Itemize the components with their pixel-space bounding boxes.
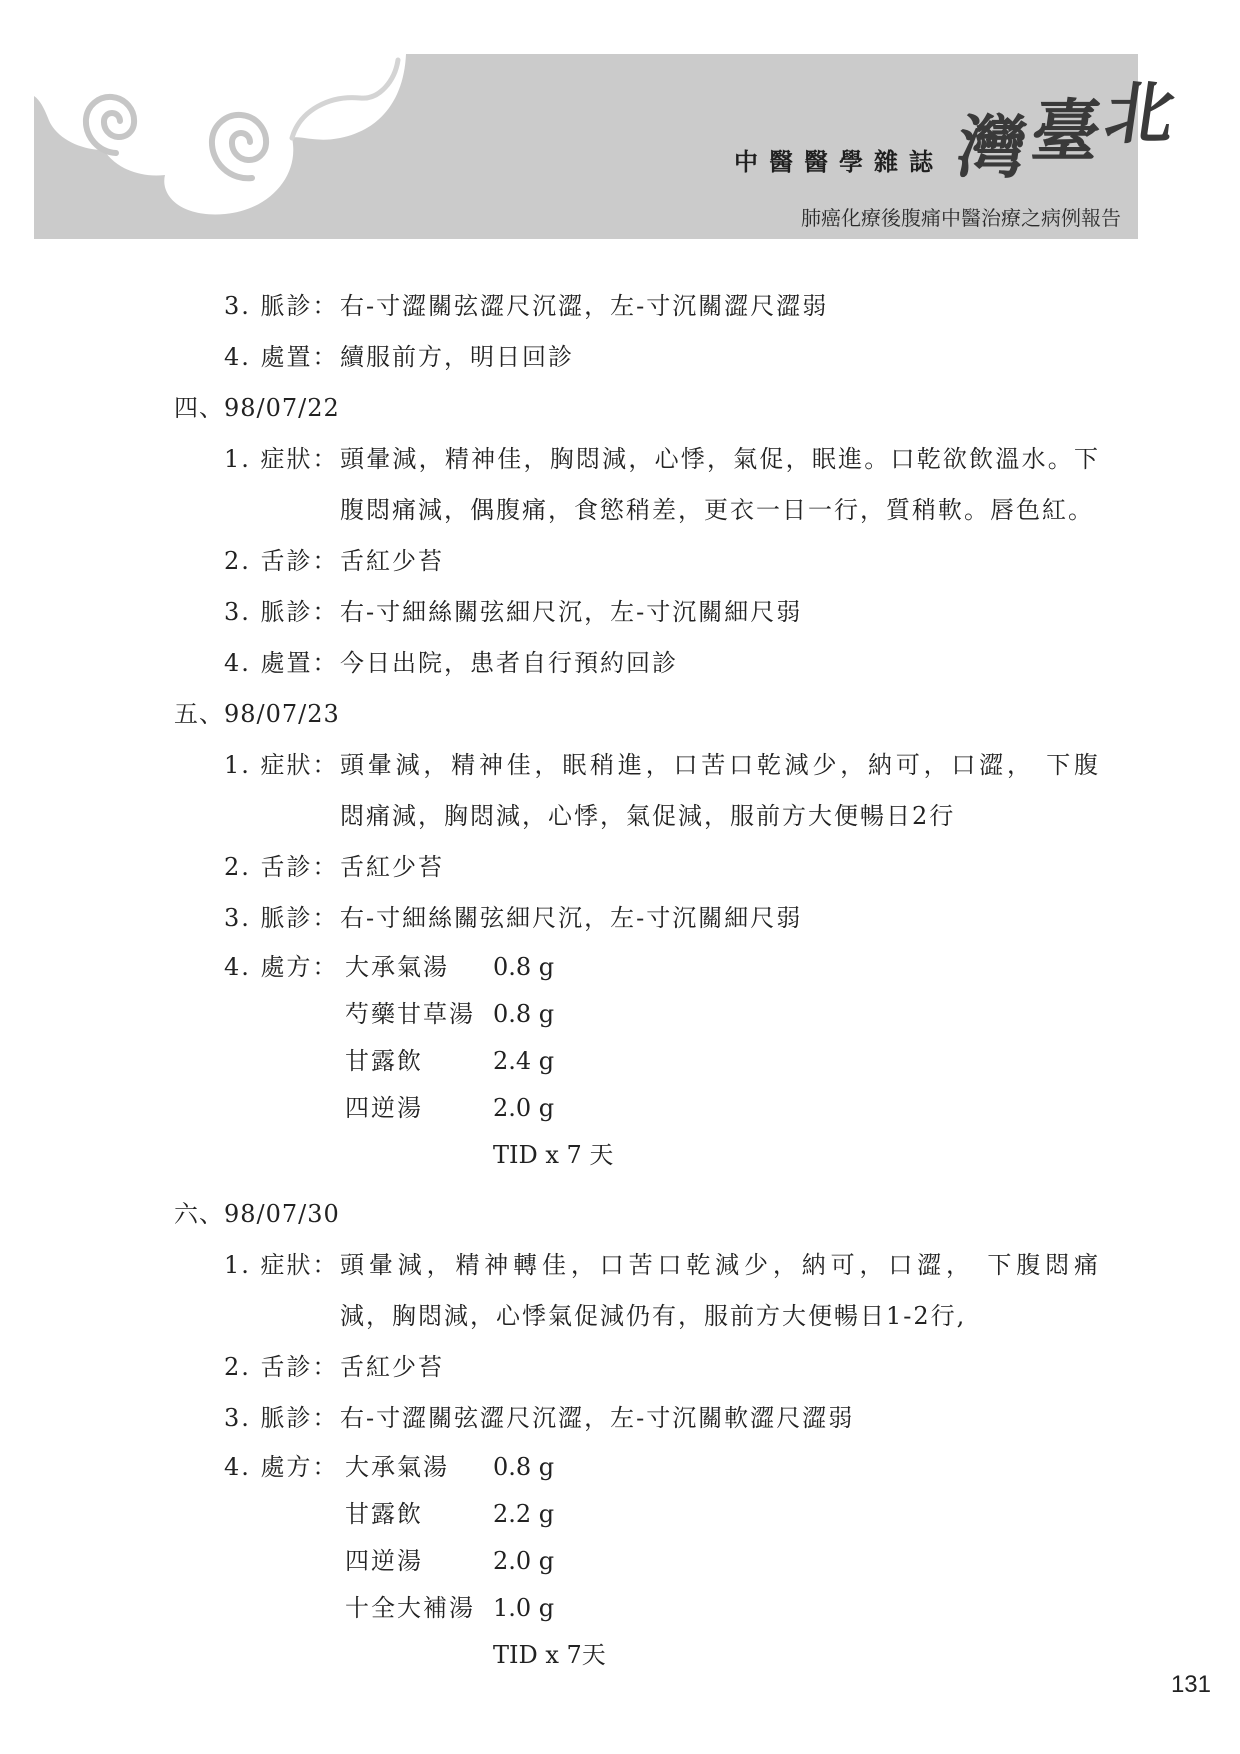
row-label: 3. 脈診： <box>224 292 339 320</box>
symptoms-row <box>0 1240 1240 1291</box>
frequency-row <box>0 1632 1240 1679</box>
symptoms-row-continued <box>0 485 1240 536</box>
tongue-diagnosis-row <box>0 842 1240 893</box>
disposition-row <box>0 638 1240 689</box>
dosage-frequency: TID x 7天 <box>493 1641 606 1669</box>
visit-date-heading: 四、98/07/22 <box>174 394 340 422</box>
herb-dose: 2.2 g <box>493 1500 555 1528</box>
row-text: 頭暈減，精神佳，胸悶減，心悸，氣促，眠進。口乾欲飲溫水。下 <box>340 445 1099 473</box>
prescription-row <box>0 1444 1240 1491</box>
herb-row <box>0 1038 1240 1085</box>
frequency-row <box>0 1132 1240 1179</box>
pulse-diagnosis-row <box>0 281 1240 332</box>
dosage-frequency: TID x 7 天 <box>493 1141 614 1169</box>
row-text: 腹悶痛減，偶腹痛，食慾稍差，更衣一日一行，質稍軟。唇色紅。 <box>340 496 1094 524</box>
row-label: 3. 脈診： <box>224 904 339 932</box>
page-number: 131 <box>1170 1671 1211 1698</box>
visit-date-heading: 五、98/07/23 <box>174 700 340 728</box>
symptoms-row-continued <box>0 791 1240 842</box>
row-text: 減，胸悶減，心悸氣促減仍有，服前方大便暢日1-2行, <box>340 1302 967 1330</box>
herb-name: 芍藥甘草湯 <box>345 1000 475 1028</box>
visit-date-heading: 六、98/07/30 <box>174 1200 340 1228</box>
herb-name: 四逆湯 <box>345 1547 423 1575</box>
row-label: 2. 舌診： <box>224 1353 339 1381</box>
symptoms-row-continued <box>0 1291 1240 1342</box>
herb-row <box>0 991 1240 1038</box>
journal-logo-char: 北 <box>1100 74 1180 154</box>
symptoms-row <box>0 434 1240 485</box>
row-text: 右-寸細絲關弦細尺沉，左-寸沉關細尺弱 <box>340 904 803 932</box>
row-text: 右-寸澀關弦澀尺沉澀，左-寸沉關澀尺澀弱 <box>340 292 829 320</box>
herb-row <box>0 1585 1240 1632</box>
row-text: 悶痛減，胸悶減，心悸，氣促減，服前方大便暢日2行 <box>340 802 956 830</box>
visit-heading-row <box>0 383 1240 434</box>
herb-dose: 0.8 g <box>493 1000 555 1028</box>
row-label: 3. 脈診： <box>224 1404 339 1432</box>
row-label: 3. 脈診： <box>224 598 339 626</box>
herb-name: 甘露飲 <box>345 1500 423 1528</box>
herb-name: 甘露飲 <box>345 1047 423 1075</box>
herb-name: 大承氣湯 <box>345 953 449 981</box>
pulse-diagnosis-row <box>0 893 1240 944</box>
visit-heading-row <box>0 689 1240 740</box>
herb-dose: 0.8 g <box>493 953 555 981</box>
pulse-diagnosis-row <box>0 1393 1240 1444</box>
tongue-diagnosis-row <box>0 1342 1240 1393</box>
row-text: 右-寸細絲關弦細尺沉，左-寸沉關細尺弱 <box>340 598 803 626</box>
article-running-title: 肺癌化療後腹痛中醫治療之病例報告 <box>801 208 1121 230</box>
row-label: 4. 處方： <box>224 1453 339 1481</box>
herb-dose: 2.0 g <box>493 1547 555 1575</box>
row-text: 今日出院，患者自行預約回診 <box>340 649 678 677</box>
pulse-diagnosis-row <box>0 587 1240 638</box>
herb-row <box>0 1538 1240 1585</box>
row-text: 舌紅少苔 <box>340 853 444 881</box>
row-label: 4. 處置： <box>224 649 339 677</box>
herb-dose: 0.8 g <box>493 1453 555 1481</box>
row-label: 1. 症狀： <box>224 1251 339 1279</box>
journal-logo-char: 灣 <box>952 108 1032 188</box>
herb-dose: 1.0 g <box>493 1594 555 1622</box>
row-label: 2. 舌診： <box>224 853 339 881</box>
herb-name: 四逆湯 <box>345 1094 423 1122</box>
row-label: 1. 症狀： <box>224 445 339 473</box>
row-label: 4. 處置： <box>224 343 339 371</box>
case-record-body <box>0 281 1240 1679</box>
row-text: 舌紅少苔 <box>340 1353 444 1381</box>
visit-heading-row <box>0 1189 1240 1240</box>
herb-dose: 2.4 g <box>493 1047 555 1075</box>
tongue-diagnosis-row <box>0 536 1240 587</box>
journal-title: 中醫醫學雜誌 <box>734 149 944 176</box>
herb-dose: 2.0 g <box>493 1094 555 1122</box>
herb-name: 大承氣湯 <box>345 1453 449 1481</box>
herb-name: 十全大補湯 <box>345 1594 475 1622</box>
row-text: 頭暈減，精神佳，眠稍進，口苦口乾減少，納可，口澀， 下腹 <box>340 751 1099 779</box>
disposition-row <box>0 332 1240 383</box>
symptoms-row <box>0 740 1240 791</box>
row-text: 續服前方，明日回診 <box>340 343 574 371</box>
journal-logo-char: 臺 <box>1026 92 1106 172</box>
row-label: 2. 舌診： <box>224 547 339 575</box>
row-text: 右-寸澀關弦澀尺沉澀，左-寸沉關軟澀尺澀弱 <box>340 1404 855 1432</box>
herb-row <box>0 1491 1240 1538</box>
row-label: 4. 處方： <box>224 953 339 981</box>
prescription-row <box>0 944 1240 991</box>
herb-row <box>0 1085 1240 1132</box>
row-text: 舌紅少苔 <box>340 547 444 575</box>
row-label: 1. 症狀： <box>224 751 339 779</box>
row-text: 頭暈減，精神轉佳，口苦口乾減少，納可，口澀， 下腹悶痛 <box>340 1251 1099 1279</box>
